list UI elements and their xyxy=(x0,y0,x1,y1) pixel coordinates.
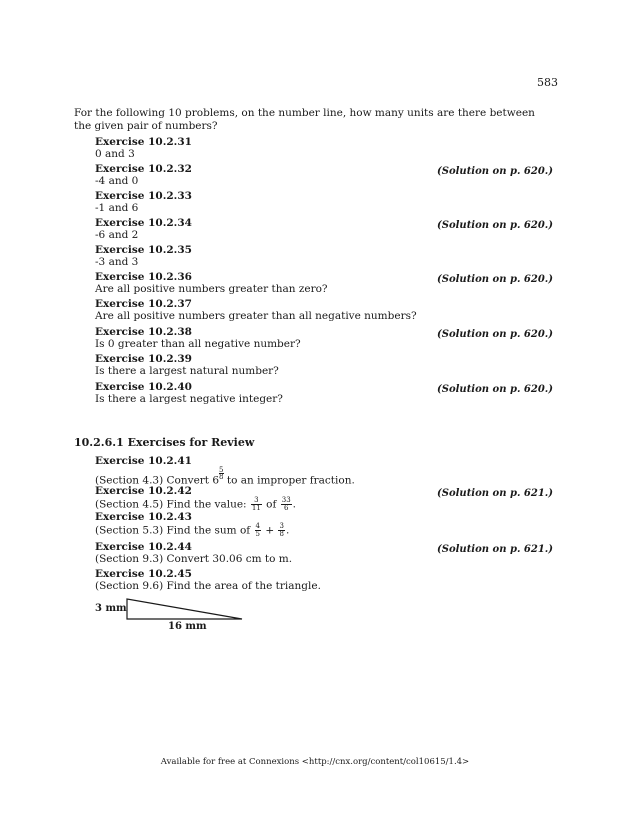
exercise-title: Exercise 10.2.44 xyxy=(95,541,192,553)
fraction-denominator: 8 xyxy=(219,473,224,481)
exercise-35 xyxy=(95,244,545,268)
exercise-title: Exercise 10.2.45 xyxy=(95,568,192,580)
exercise-title: Exercise 10.2.34 xyxy=(95,217,192,229)
exercise-body: (Section 9.6) Find the area of the triangle. xyxy=(95,580,321,592)
exercise-text: (Section 4.3) Convert xyxy=(95,474,213,487)
triangle-base-label: 16 mm xyxy=(168,621,207,632)
solution-link[interactable]: (Solution on p. 620.) xyxy=(437,384,553,395)
exercise-title: Exercise 10.2.37 xyxy=(95,298,192,310)
solution-link[interactable]: (Solution on p. 620.) xyxy=(437,166,553,177)
exercise-title: Exercise 10.2.41 xyxy=(95,455,192,467)
exercise-43 xyxy=(95,511,545,538)
exercise-body xyxy=(95,523,545,538)
exercise-text: . xyxy=(285,524,290,537)
exercise-title: Exercise 10.2.43 xyxy=(95,511,192,523)
exercise-body: -1 and 6 xyxy=(95,202,139,214)
exercise-body: -4 and 0 xyxy=(95,175,139,187)
exercise-body xyxy=(95,467,545,487)
exercise-body: Is there a largest natural number? xyxy=(95,365,279,377)
fraction-numerator: 4 xyxy=(255,522,260,530)
page-footer: Available for free at Connexions <http://cnx.org/content/col10615/1.4> xyxy=(160,757,470,767)
exercise-title: Exercise 10.2.38 xyxy=(95,326,192,338)
fraction-numerator: 33 xyxy=(281,496,291,504)
fraction xyxy=(281,497,292,512)
solution-link[interactable]: (Solution on p. 620.) xyxy=(437,329,553,340)
exercise-body: Is there a largest negative integer? xyxy=(95,393,283,405)
exercise-body: Is 0 greater than all negative number? xyxy=(95,338,301,350)
exercise-title: Exercise 10.2.42 xyxy=(95,485,192,497)
exercise-title: Exercise 10.2.40 xyxy=(95,381,192,393)
fraction-denominator: 11 xyxy=(251,504,261,512)
exercise-body: -6 and 2 xyxy=(95,229,139,241)
fraction xyxy=(278,523,284,538)
fraction xyxy=(251,497,262,512)
intro-paragraph: For the following 10 problems, on the number line, how many units are there between the given pair of numbers? xyxy=(74,107,535,132)
exercise-39 xyxy=(95,353,545,377)
exercise-title: Exercise 10.2.39 xyxy=(95,353,192,365)
mixed-number-whole: 6 xyxy=(212,474,220,487)
exercise-body: (Section 9.3) Convert 30.06 cm to m. xyxy=(95,553,293,565)
exercise-title: Exercise 10.2.33 xyxy=(95,190,192,202)
triangle-height-label: 3 mm xyxy=(95,603,127,614)
exercise-text: + xyxy=(261,524,278,537)
exercise-body: Are all positive numbers greater than all negative numbers? xyxy=(95,310,417,322)
exercise-text: of xyxy=(262,498,280,511)
exercise-text: to an improper fraction. xyxy=(223,474,355,487)
exercise-body: 0 and 3 xyxy=(95,148,135,160)
triangle-figure xyxy=(126,598,246,622)
exercise-37 xyxy=(95,298,545,322)
solution-link[interactable]: (Solution on p. 620.) xyxy=(437,274,553,285)
page-number: 583 xyxy=(537,76,558,89)
fraction-denominator: 5 xyxy=(255,530,260,538)
exercise-title: Exercise 10.2.32 xyxy=(95,163,192,175)
solution-link[interactable]: (Solution on p. 621.) xyxy=(437,488,553,499)
fraction-denominator: 6 xyxy=(283,504,289,512)
fraction-numerator: 3 xyxy=(251,497,262,505)
exercise-text: (Section 5.3) Find the sum of xyxy=(95,524,254,537)
fraction-denominator: 8 xyxy=(279,530,284,538)
exercise-body: -3 and 3 xyxy=(95,256,139,268)
exercise-body: Are all positive numbers greater than zero? xyxy=(95,283,328,295)
fraction xyxy=(255,523,261,538)
exercise-45 xyxy=(95,568,545,592)
solution-link[interactable]: (Solution on p. 620.) xyxy=(437,220,553,231)
exercise-text: (Section 4.5) Find the value: xyxy=(95,498,250,511)
solution-link[interactable]: (Solution on p. 621.) xyxy=(437,544,553,555)
section-title: 10.2.6.1 Exercises for Review xyxy=(74,436,255,449)
exercise-31 xyxy=(95,136,545,160)
exercise-41 xyxy=(95,455,545,487)
exercise-title: Exercise 10.2.31 xyxy=(95,136,192,148)
triangle-shape xyxy=(127,599,242,619)
exercise-text: . xyxy=(292,498,296,511)
exercise-title: Exercise 10.2.35 xyxy=(95,244,192,256)
exercise-33 xyxy=(95,190,545,214)
fraction-numerator: 3 xyxy=(279,522,284,530)
fraction-numerator: 5 xyxy=(219,466,224,474)
exercise-body xyxy=(95,497,545,512)
exercise-title: Exercise 10.2.36 xyxy=(95,271,192,283)
